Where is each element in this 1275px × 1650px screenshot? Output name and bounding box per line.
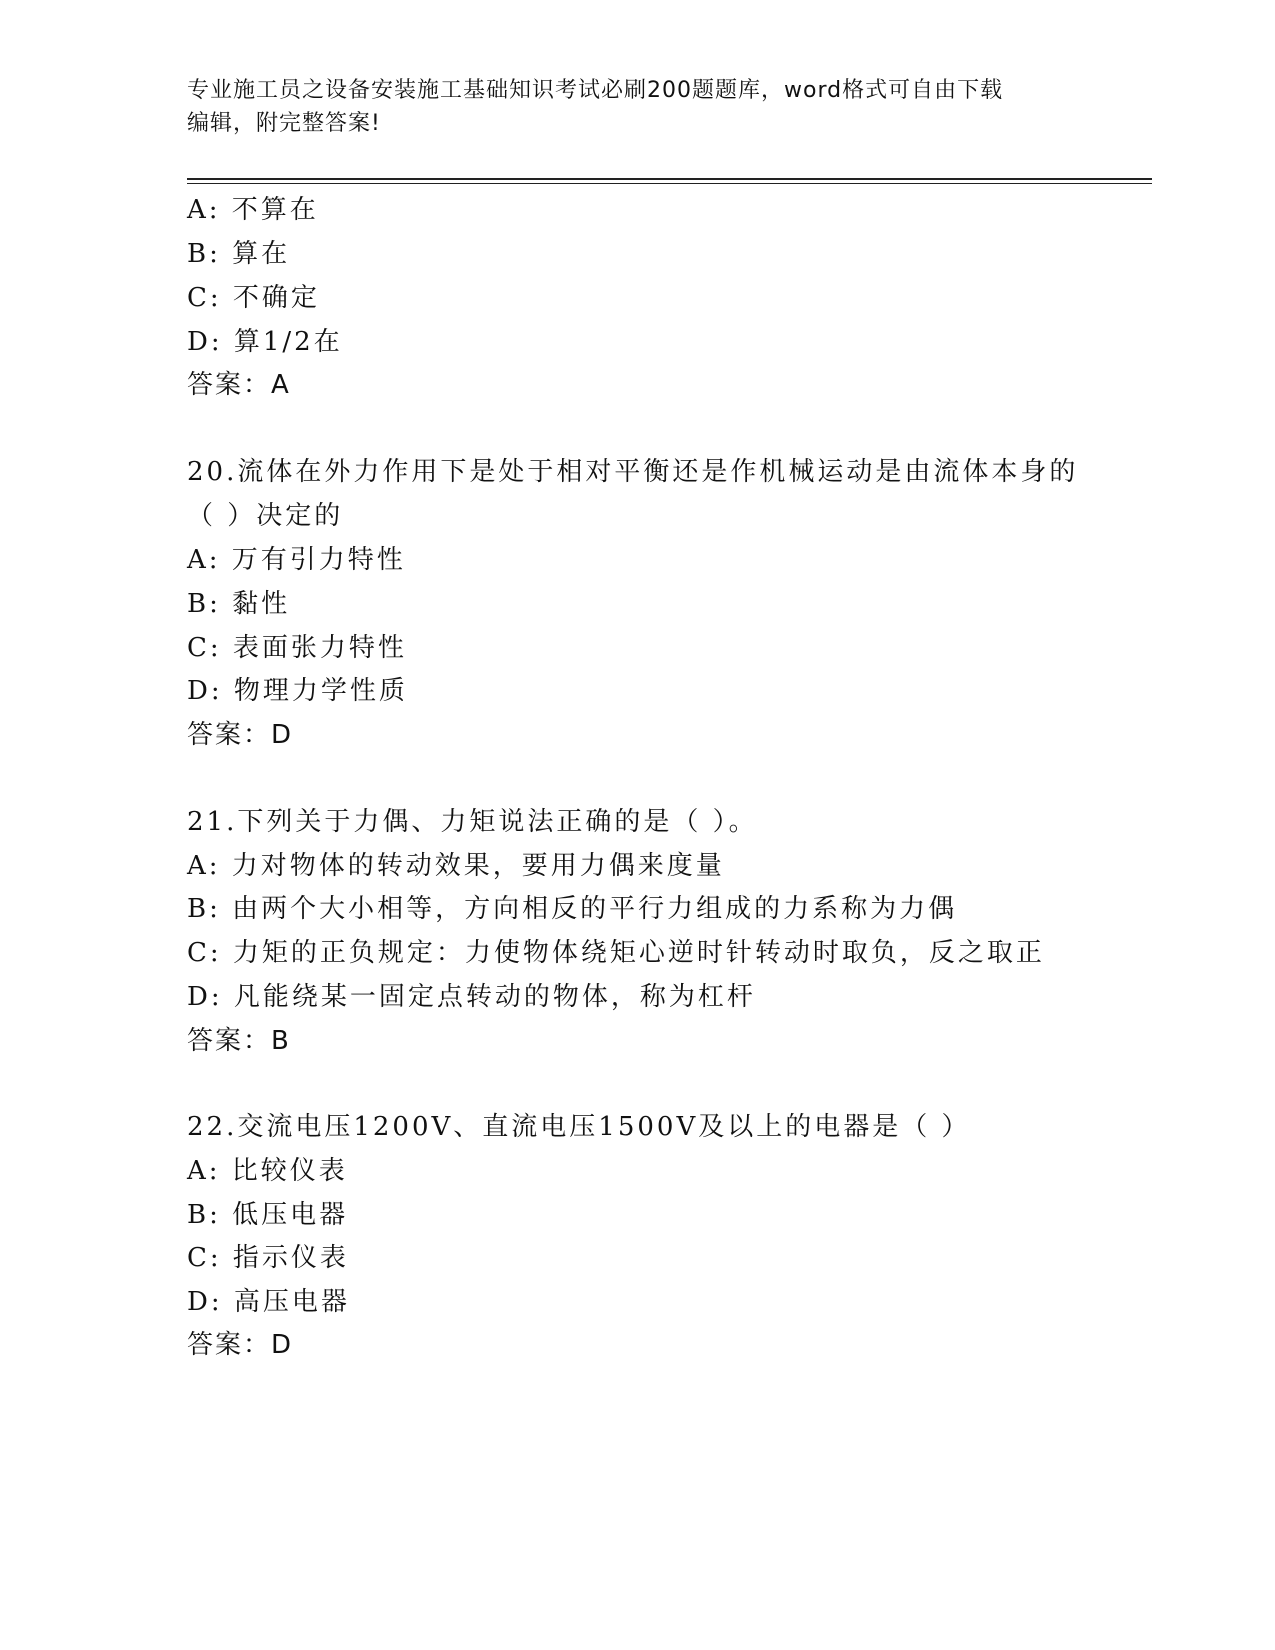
q20-option-c: C: 表面张力特性 — [187, 633, 407, 663]
q22-option-b: B: 低压电器 — [187, 1200, 349, 1230]
q22-option-d: D: 高压电器 — [187, 1287, 350, 1317]
q22-stem-line-1: 22.交流电压1200V、直流电压1500V及以上的电器是（ ） — [187, 1112, 971, 1142]
prev-option-d: D: 算1/2在 — [187, 327, 343, 357]
q20-option-d: D: 物理力学性质 — [187, 676, 408, 706]
q22-answer: 答案：D — [187, 1330, 294, 1360]
prev-answer: 答案：A — [187, 370, 291, 400]
prev-option-b: B: 算在 — [187, 239, 291, 269]
q20-stem-line-1: 20.流体在外力作用下是处于相对平衡还是作机械运动是由流体本身的 — [187, 457, 1079, 487]
header-divider-thick — [187, 178, 1152, 180]
q20-answer: 答案：D — [187, 720, 294, 750]
q21-option-d: D: 凡能绕某一固定点转动的物体，称为杠杆 — [187, 982, 756, 1012]
q21-option-b: B: 由两个大小相等，方向相反的平行力组成的力系称为力偶 — [187, 894, 958, 924]
prev-option-a: A: 不算在 — [187, 195, 319, 225]
q21-option-a: A: 力对物体的转动效果，要用力偶来度量 — [187, 851, 725, 881]
q22-option-c: C: 指示仪表 — [187, 1243, 349, 1273]
header-line-2: 编辑，附完整答案! — [187, 111, 381, 136]
q21-option-c: C: 力矩的正负规定：力使物体绕矩心逆时针转动时取负，反之取正 — [187, 938, 1045, 968]
q20-stem-line-2: （ ）决定的 — [187, 501, 344, 531]
header-divider-thin — [187, 183, 1152, 184]
header-line-1: 专业施工员之设备安装施工基础知识考试必刷200题题库，word格式可自由下载 — [187, 78, 1004, 103]
q21-answer: 答案：B — [187, 1026, 291, 1056]
q20-option-a: A: 万有引力特性 — [187, 545, 406, 575]
q21-stem-line-1: 21.下列关于力偶、力矩说法正确的是（ ）。 — [187, 807, 758, 837]
document-header — [187, 74, 1087, 140]
prev-option-c: C: 不确定 — [187, 283, 320, 313]
q20-option-b: B: 黏性 — [187, 589, 291, 619]
q22-option-a: A: 比较仪表 — [187, 1156, 348, 1186]
